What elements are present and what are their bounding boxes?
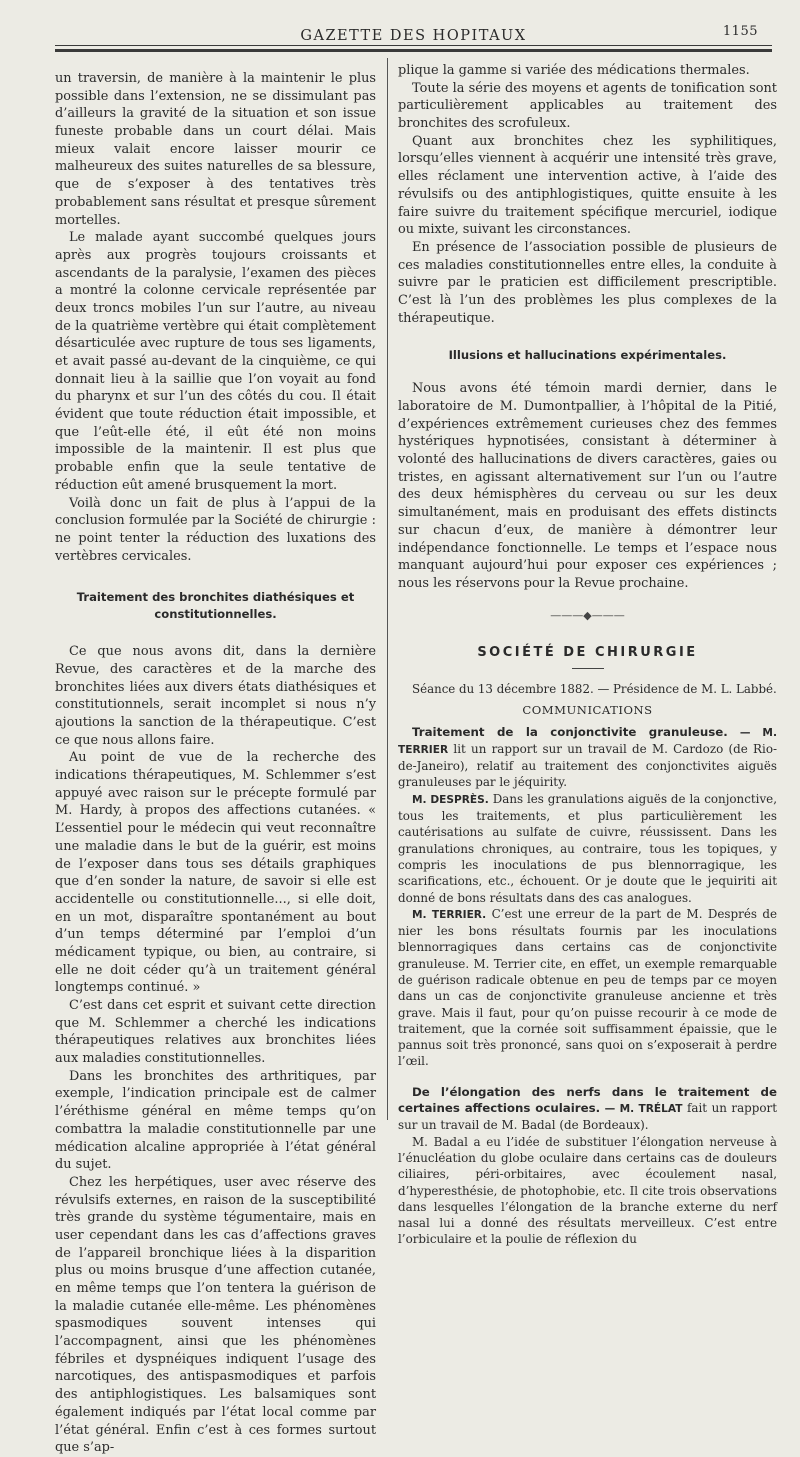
paragraph: Toute la série des moyens et agents de tonification sont particulièrement applicables au traitement des bronchites des scrofuleux.	[398, 80, 777, 132]
header-rule-thick	[55, 49, 772, 52]
paragraph: En présence de l’association possible de plusieurs de ces maladies constitutionnelles entre elles, la conduite à suivre par le praticien est difficilement prescriptible. C’est là l’un des problèmes les plus complexes de la thérapeutique.	[398, 239, 777, 326]
item-text: C’est une erreur de la part de M. Després de nier les bons résultats fournis par les inoculations blennorragiques dans certains cas de conjonctivite granuleuse. M. Terrier cite, en effet, un exemple remarquable de guérison radicale obtenue en peu de temps par ce moyen dans un cas de conjonctivite granuleuse ancienne et très grave. Mais il faut, pour qu’on puisse recourir à ce mode de traitement, que la cornée soit suffisamment épaissie, que le pannus soit très prononcé, sans quoi on s’exposerait à perdre l’œil.	[398, 906, 778, 1069]
speaker-name: M. TERRIER.	[412, 908, 487, 921]
right-column	[398, 62, 777, 1248]
paragraph	[398, 906, 777, 1070]
paragraph: M. Badal a eu l’idée de substituer l’élongation nerveuse à l’énucléation du globe oculaire dans certains cas de douleurs ciliaires, péri-orbitaires, avec écoulement nasal, d’hyperesthésie, de photophobie, etc. Il cite trois observations dans lesquelles l’élongation de la branche externe du nerf nasal lui a donné des résultats merveilleux. C’est entre l’orbiculaire et la poulie de réflexion du	[398, 1134, 777, 1247]
item-title: De l’élongation des nerfs dans le traitement de certaines affections oculaires.	[398, 1084, 777, 1116]
item-text: fait un rapport sur un travail de M. Badal (de Bordeaux).	[398, 1101, 777, 1133]
section-title: Traitement des bronchites diathésiques et constitutionnelles.	[76, 590, 355, 622]
paragraph: plique la gamme si variée des médications thermales.	[398, 63, 750, 78]
section-title: Illusions et hallucinations expérimentales.	[448, 348, 727, 363]
page-number: 1155	[722, 24, 758, 39]
communications-heading: COMMUNICATIONS	[522, 703, 653, 718]
speaker-name: — M. TRÉLAT	[604, 1103, 683, 1116]
society-title: SOCIÉTÉ DE CHIRURGIE	[477, 645, 698, 661]
paragraph: Chez les herpétiques, user avec réserve des révulsifs externes, en raison de la susceptibilité très grande du système tégumentaire, mais en user cependant dans les cas d’affections graves de l’appareil bronchique liées à la disparition plus ou moins brusque d’une affection cutanée, en même temps que l’on tentera la guérison de la maladie cutanée elle-même. Les phénomènes spasmodiques souvent intenses qui l’accompagnent, ainsi que les phénomènes fébriles et dyspnéiques indiquent l’usage des narcotiques, des antispasmodiques et parfois des antiphlogistiques. Les balsamiques sont également indiqués par l’état local comme par l’état général. Enfin c’est à ces formes surtout que s’ap-	[55, 1174, 376, 1456]
paragraph: un traversin, de manière à la maintenir le plus possible dans l’extension, ne se dissimulant pas d’ailleurs la gravité de la situation et son issue funeste probable dans un court délai. Mais mieux valait encore laisser mourir ce malheureux des suites naturelles de sa blessure, que de s’exposer à des tentatives très probablement sans résultat et presque sûrement mortelles.	[55, 71, 376, 228]
paragraph: Au point de vue de la recherche des indications thérapeutiques, M. Schlemmer s’est appuyé avec raison sur le précepte formulé par M. Hardy, à propos des affections cutanées. « L’essentiel pour le médecin qui veut reconnaître une maladie dans le but de la guérir, est moins de l’exposer dans tous ses détails graphiques que d’en sonder la nature, de savoir si elle est accidentelle ou constitutionnelle..., si elle doit, en un mot, disparaître spontanément au bout d’un temps déterminé par l’emploi d’un médicament typique, ou bien, au contraire, si elle ne doit céder qu’à un traitement général longtemps continué. »	[55, 750, 376, 996]
item-text: lit un rapport sur un travail de M. Cardozo (de Rio-de-Janeiro), relatif au traitement des conjonctivites aiguës granuleuses par le jéquirity.	[398, 741, 777, 790]
left-column	[55, 70, 376, 1457]
item-title: Traitement de la conjonctivite granuleuse.	[412, 724, 728, 739]
paragraph: Voilà donc un fait de plus à l’appui de la conclusion formulée par la Société de chirurgie : ne point tenter la réduction des luxations des vertèbres cervicales.	[55, 495, 376, 564]
paragraph: C’est dans cet esprit et suivant cette direction que M. Schlemmer a cherché les indications thérapeutiques relatives aux bronchites liées aux maladies constitutionnelles.	[55, 998, 376, 1067]
journal-title: GAZETTE DES HOPITAUX	[300, 28, 527, 44]
paragraph: Le malade ayant succombé quelques jours après aux progrès toujours croissants et ascendants de la paralysie, l’examen des pièces a montré la colonne cervicale représentée par deux troncs mobiles l’un sur l’autre, au niveau de la quatrième vertèbre qui était complètement désarticulée avec rupture de tous ses ligaments, et avait passé au-devant de la cinquième, ce qui donnait lieu à la saillie que l’on voyait au fond du pharynx et sur l’un des côtés du cou. Il était évident que toute réduction était impossible, et que l’eût-elle été, il eût été non moins impossible de la maintenir. Il est plus que probable enfin que la seule tentative de réduction eût amené brusquement la mort.	[55, 230, 376, 493]
paragraph: Quant aux bronchites chez les syphilitiques, lorsqu’elles viennent à acquérir une intensité très grave, elles réclament une intervention active, à l’aide des révulsifs ou des antiphlogistiques, quitte ensuite à les faire suivre du traitement spécifique mercuriel, iodique ou mixte, suivant les circonstances.	[398, 133, 777, 238]
paragraph	[398, 791, 777, 906]
paragraph: Nous avons été témoin mardi dernier, dans le laboratoire de M. Dumontpallier, à l’hôpital de la Pitié, d’expériences extrêmement curieuses chez des femmes hystériques hypnotisées, consistant à déterminer à volonté des hallucinations de divers caractères, gaies ou tristes, en agissant alternativement sur l’un ou l’autre des deux hémisphères du cerveau ou sur les deux simultanément, mais en produisant des effets distincts sur chacun d’eux, de manière à démontrer leur indépendance fonctionnelle. Le temps et l’espace nous manquant aujourd’hui pour exposer ces expériences ; nous les réservons pour la Revue prochaine.	[398, 381, 777, 591]
item-text: Dans les granulations aiguës de la conjonctive, tous les traitements, et plus particulièrement les cautérisations au sulfate de cuivre, réussissent. Dans les granulations chroniques, au contraire, tous les topiques, y compris les inoculations de pus blennorragique, les scarifications, etc., échouent. Or je doute que le jequiriti ait donné de bons résultats dans des cas analogues.	[398, 791, 777, 905]
paragraph	[398, 724, 777, 791]
speaker-name: — M. TERRIER	[398, 726, 777, 756]
header-rule-thin	[55, 45, 772, 46]
speaker-name: M. DESPRÈS.	[412, 793, 489, 806]
paragraph: Dans les bronchites des arthritiques, par exemple, l’indication principale est de calmer l’éréthisme général en même temps qu’on combattra la maladie constitutionnelle par une médication alcaline appropriée à l’état général du sujet.	[55, 1068, 376, 1173]
page-header	[55, 22, 772, 42]
seance-line: Séance du 13 décembre 1882. — Présidence de M. L. Labbé.	[412, 681, 777, 696]
column-divider	[387, 58, 388, 1120]
ornament-divider: ———◆———	[550, 608, 625, 622]
paragraph	[398, 1084, 777, 1134]
paragraph: Ce que nous avons dit, dans la dernière Revue, des caractères et de la marche des bronchites liées aux divers états diathésiques et constitutionnels, serait incomplet si nous n’y ajoutions la sanction de la thérapeutique. C’est ce que nous allons faire.	[55, 644, 376, 748]
